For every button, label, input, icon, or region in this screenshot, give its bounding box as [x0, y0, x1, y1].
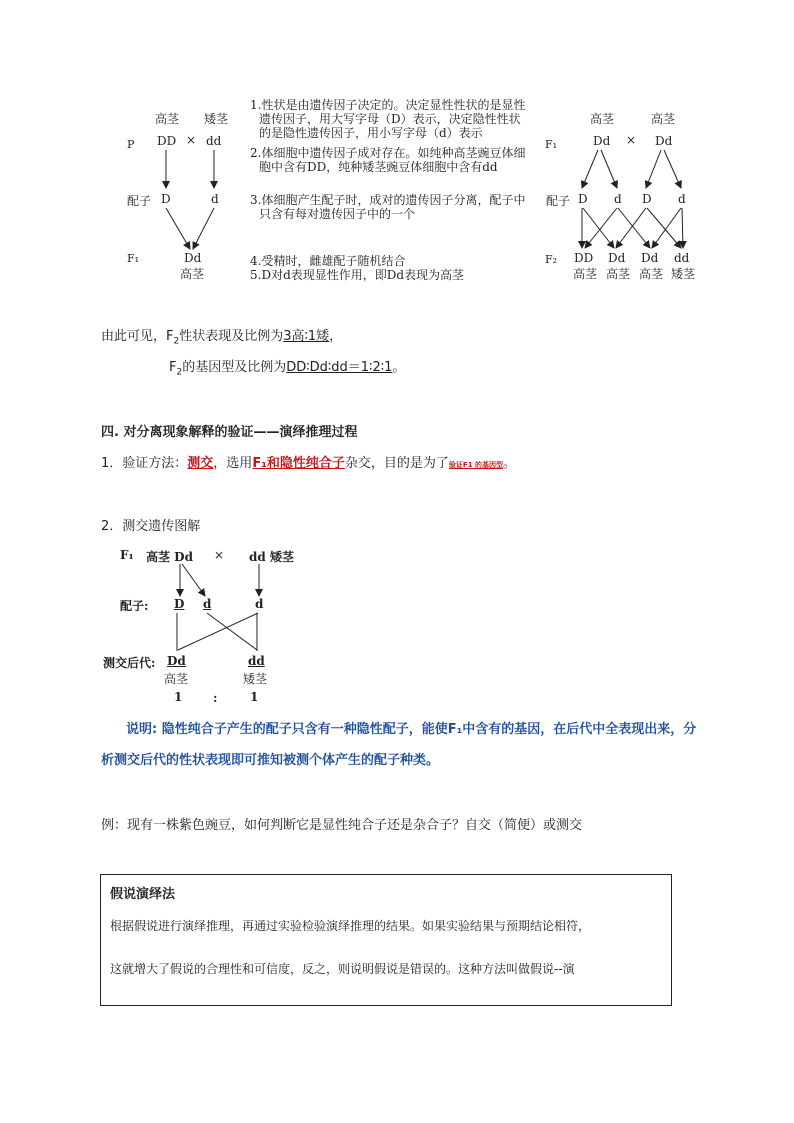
gamete-d-recessive: d	[203, 597, 212, 611]
note-line: 5.D对d表现显性作用，即Dd表现为高茎	[250, 268, 465, 282]
note-line: 2.体细胞中遗传因子成对存在。如纯种高茎豌豆体细	[250, 146, 526, 160]
f2-offspring: Dd	[608, 251, 626, 265]
left-parent: 高茎 Dd	[146, 550, 193, 564]
parent-genotype-left: DD	[157, 134, 177, 148]
f2-offspring: Dd	[641, 251, 659, 265]
arrow	[193, 208, 214, 249]
arrow	[616, 208, 646, 248]
ratio-colon: :	[213, 691, 218, 705]
f2-generation-label: F₂	[545, 253, 558, 266]
arrow	[585, 208, 617, 248]
connector-line	[207, 613, 257, 650]
gamete-label: 配子	[546, 194, 571, 208]
conclusion-phenotype: 由此可见，$F_2$性状表现及比例为3高∶1矮，	[101, 329, 343, 347]
arrow	[652, 208, 681, 248]
parent-genotype-right: Dd	[655, 134, 673, 148]
short-header: 矮茎	[204, 112, 229, 126]
header-left: 高茎	[590, 112, 615, 126]
offspring-genotype: Dd	[167, 654, 186, 668]
note-line: 4.受精时，雌雄配子随机结合	[250, 254, 406, 268]
gamete-d-recessive: d	[678, 192, 686, 206]
gamete-label: 配子	[127, 194, 152, 208]
f2-trait: 高茎	[573, 267, 598, 281]
gamete-d-dominant: D	[642, 192, 652, 206]
note-line: 的是隐性遗传因子，用小写字母（d）表示	[259, 126, 483, 140]
header-right: 高茎	[651, 112, 676, 126]
f1-generation-label: F₁	[545, 138, 558, 151]
purpose-answer: 验证F1 的基因型	[448, 461, 503, 469]
arrow	[182, 564, 205, 596]
f2-offspring: DD	[574, 251, 594, 265]
gamete-left: D	[161, 192, 171, 206]
arrow	[601, 150, 617, 188]
note-line: 3.体细胞产生配子时，成对的遗传因子分离，配子中	[250, 193, 526, 207]
ratio-left: 1	[174, 690, 183, 704]
testcross-subheading: 2．测交遗传图解	[101, 519, 201, 534]
offspring-label: 测交后代:	[103, 656, 156, 670]
cross-symbol: ×	[186, 133, 197, 147]
arrow	[166, 208, 190, 249]
offspring-genotype: dd	[248, 654, 265, 668]
gamete-d-recessive: d	[614, 192, 622, 206]
gamete-label: 配子:	[120, 599, 149, 613]
verification-method: 1．验证方法：测交，选用F₁和隐性纯合子杂交，目的是为了验证F1 的基因型。	[101, 456, 517, 471]
arrow	[646, 150, 661, 188]
parent-genotype-left: Dd	[593, 134, 611, 148]
note-line: 1.性状是由遗传因子决定的。决定显性性状的是显性	[250, 98, 526, 112]
gamete-d-dominant: D	[578, 192, 588, 206]
f1-generation-label: F₁	[127, 252, 140, 265]
arrow	[582, 150, 598, 188]
genotype-ratio-answer: DD∶Dd∶dd＝1∶2∶1	[286, 360, 393, 375]
offspring-trait: 高茎	[164, 672, 189, 686]
gamete-d-dominant: D	[174, 597, 185, 611]
note-line: 胞中含有DD，纯种矮茎豌豆体细胞中含有dd	[259, 160, 498, 174]
note-line: 遗传因子，用大写字母（D）表示，决定隐性性状	[259, 112, 521, 126]
offspring-genotype: Dd	[184, 251, 202, 265]
f2-trait: 高茎	[639, 267, 664, 281]
box-line: 根据假说进行演绎推理，再通过实验检验演绎推理的结果。如果实验结果与预期结论相符，	[110, 919, 591, 933]
explanation-line: 说明: 隐性纯合子产生的配子只含有一种隐性配子，能使F₁中含有的基因，在后代中全表现出来，分	[126, 722, 697, 737]
arrow	[647, 208, 681, 248]
note-line: 只含有每对遗传因子中的一个	[259, 207, 416, 221]
box-title: 假说演绎法	[110, 887, 176, 902]
cross-symbol: ×	[626, 133, 637, 147]
section-heading: 四. 对分离现象解释的验证——演绎推理过程	[101, 425, 358, 440]
gamete-right: d	[211, 192, 219, 206]
arrow	[618, 208, 650, 248]
hypothetico-deductive-box	[100, 874, 672, 1006]
p-generation-label: P	[127, 138, 135, 151]
arrow	[583, 208, 614, 248]
right-parent: dd 矮茎	[249, 550, 294, 564]
cross-symbol: ×	[214, 548, 225, 562]
offspring-trait: 高茎	[180, 267, 205, 281]
gamete-d-recessive: d	[255, 597, 264, 611]
example-question: 例：现有一株紫色豌豆，如何判断它是显性纯合子还是杂合子？自交（简便）或测交	[101, 818, 583, 833]
f1-label: F₁	[120, 548, 134, 562]
arrow	[682, 208, 683, 248]
box-line: 这就增大了假说的合理性和可信度，反之，则说明假说是错误的。这种方法叫做假说--演	[110, 962, 575, 976]
offspring-trait: 矮茎	[243, 672, 268, 686]
phenotype-ratio-answer: 3高∶1矮	[283, 329, 330, 344]
method-answer: 测交	[187, 456, 214, 471]
connector-line	[178, 613, 258, 650]
tall-header: 高茎	[155, 112, 180, 126]
ratio-right: 1	[250, 690, 259, 704]
choice-answer: F₁和隐性纯合子	[252, 456, 345, 471]
explanation-line: 析测交后代的性状表现即可推知被测个体产生的配子种类。	[101, 753, 440, 768]
arrow	[664, 150, 681, 188]
parent-genotype-right: dd	[206, 134, 222, 148]
f2-offspring: dd	[674, 251, 690, 265]
conclusion-genotype: $F_2$的基因型及比例为DD∶Dd∶dd＝1∶2∶1。	[169, 360, 406, 378]
f2-trait: 矮茎	[671, 267, 696, 281]
f2-trait: 高茎	[606, 267, 631, 281]
